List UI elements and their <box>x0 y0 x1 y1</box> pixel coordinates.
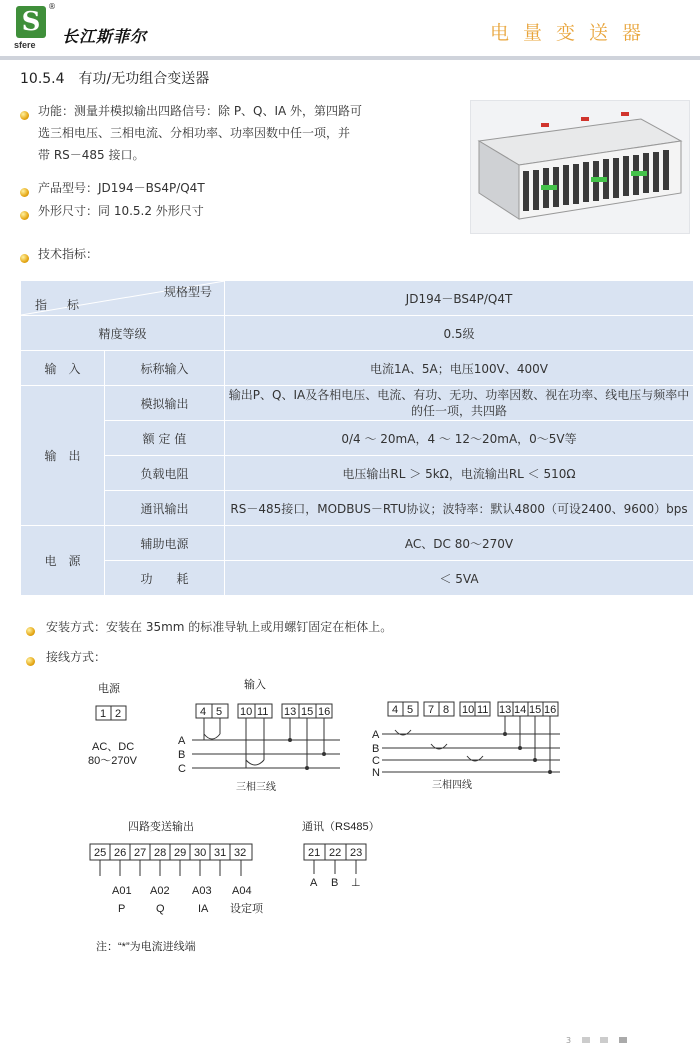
comm-signal: ⊥ <box>351 877 361 889</box>
bullet-icon <box>26 657 35 666</box>
comm-signal: A <box>310 877 318 889</box>
table-row <box>21 526 694 561</box>
terminal-number: 30 <box>194 847 207 859</box>
product-photo <box>470 100 690 234</box>
table-row <box>21 491 694 526</box>
row-label: 功 耗 <box>105 561 225 596</box>
input-label: 输入 <box>244 679 266 691</box>
table-row <box>21 561 694 596</box>
table-row <box>21 316 694 351</box>
power-spec: 80～270V <box>88 755 137 767</box>
phase-label: B <box>178 749 186 761</box>
header-diagonal-cell <box>21 281 225 316</box>
output-channel: A04 <box>232 885 252 897</box>
three-wire-caption: 三相三线 <box>236 782 276 793</box>
terminal-number: 29 <box>174 847 187 859</box>
table-row <box>21 386 694 421</box>
output-channel: A03 <box>192 885 212 897</box>
terminal-number: 7 <box>428 704 435 716</box>
logo <box>16 6 46 38</box>
logo-text: sfere <box>14 40 36 50</box>
row-label: 精度等级 <box>21 316 225 351</box>
page-number: 3 <box>566 1036 572 1045</box>
phase-label: C <box>372 755 380 767</box>
terminal-number: 26 <box>114 847 127 859</box>
power-label: 电源 <box>98 683 120 695</box>
page-category-title: 电量变送器 <box>490 22 656 44</box>
terminal-number: 15 <box>301 706 314 718</box>
registered-mark: ® <box>48 2 56 11</box>
bullet-icon <box>20 254 29 263</box>
row-value: 0.5级 <box>225 316 694 351</box>
section-title: 10.5.4 有功/无功组合变送器 <box>20 71 210 87</box>
row-label: 额 定 值 <box>105 421 225 456</box>
output-channel: A02 <box>150 885 170 897</box>
phase-label: A <box>372 729 380 741</box>
feature-function <box>38 100 458 166</box>
bullet-icon <box>20 211 29 220</box>
table-row <box>21 456 694 491</box>
terminal-number: 31 <box>214 847 227 859</box>
row-value: 电压输出RL ＞ 5kΩ，电流输出RL ＜ 510Ω <box>225 456 694 491</box>
terminal-number: 10 <box>462 704 475 716</box>
phase-label: N <box>372 767 380 779</box>
phase-label: B <box>372 743 380 755</box>
terminal-number: 11 <box>477 704 489 716</box>
wiring-footnote: 注：“*”为电流进线端 <box>96 941 196 953</box>
row-label: 通讯输出 <box>105 491 225 526</box>
spec-table <box>20 280 694 596</box>
terminal-number: 4 <box>392 704 399 716</box>
terminal-number: 2 <box>115 708 122 720</box>
output-signal: P <box>118 903 126 915</box>
row-label: 负载电阻 <box>105 456 225 491</box>
terminal-number: 13 <box>499 704 512 716</box>
output-signal: 设定项 <box>230 903 263 915</box>
terminal-number: 5 <box>407 704 414 716</box>
page-marker <box>566 1036 627 1045</box>
terminal-number: 8 <box>443 704 450 716</box>
terminal-number: 32 <box>234 847 247 859</box>
wiring-diagram <box>0 670 700 970</box>
terminal-number: 15 <box>529 704 542 716</box>
bullet-icon <box>20 111 29 120</box>
row-group: 电 源 <box>21 526 105 596</box>
row-value: 0/4 ～ 20mA，4 ～ 12～20mA，0～5V等 <box>225 421 694 456</box>
power-spec: AC、DC <box>92 741 135 753</box>
terminal-number: 11 <box>257 706 269 718</box>
header-divider <box>0 56 700 60</box>
terminal-number: 16 <box>318 706 331 718</box>
feature-model: 产品型号：JD194－BS4P/Q4T <box>38 181 205 195</box>
logo-letter: S <box>21 7 41 37</box>
terminal-number: 21 <box>308 847 321 859</box>
model-cell: JD194－BS4P/Q4T <box>225 281 694 316</box>
row-label: 模拟输出 <box>105 386 225 421</box>
terminal-number: 13 <box>284 706 297 718</box>
terminal-number: 16 <box>544 704 557 716</box>
row-label: 辅助电源 <box>105 526 225 561</box>
terminal-number: 27 <box>134 847 147 859</box>
row-value: 电流1A、5A；电压100V、400V <box>225 351 694 386</box>
feature-line: 选三相电压、三相电流、分相功率、功率因数中任一项，并 <box>38 126 351 140</box>
output-signal: Q <box>156 903 165 915</box>
bullet-icon <box>26 627 35 636</box>
table-header-row <box>21 281 694 316</box>
table-row <box>21 351 694 386</box>
four-wire-caption: 三相四线 <box>432 780 472 791</box>
header-spec-label: 规格型号 <box>163 285 212 299</box>
terminal-number: 22 <box>329 847 342 859</box>
terminal-number: 25 <box>94 847 107 859</box>
table-row <box>21 421 694 456</box>
feature-line: 功能：测量并模拟输出四路信号：除 P、Q、IA 外，第四路可 <box>38 104 363 118</box>
comm-signal: B <box>331 877 339 889</box>
terminal-number: 10 <box>240 706 253 718</box>
tech-spec-title: 技术指标： <box>38 247 99 261</box>
brand-name: 长江斯菲尔 <box>62 27 148 46</box>
row-value: AC、DC 80～270V <box>225 526 694 561</box>
row-label: 标称输入 <box>105 351 225 386</box>
feature-line: 带 RS－485 接口。 <box>38 148 145 162</box>
terminal-number: 5 <box>216 706 223 718</box>
row-group: 输 入 <box>21 351 105 386</box>
output-signal: IA <box>198 903 209 915</box>
output-label: 四路变送输出 <box>128 821 194 833</box>
row-value: ＜ 5VA <box>225 561 694 596</box>
bullet-icon <box>20 188 29 197</box>
header-index-label: 指 标 <box>35 298 84 312</box>
wiring-title: 接线方式： <box>46 650 107 664</box>
output-channel: A01 <box>112 885 132 897</box>
phase-label: C <box>178 763 186 775</box>
feature-dimensions: 外形尺寸：同 10.5.2 外形尺寸 <box>38 204 204 218</box>
row-group: 输 出 <box>21 386 105 526</box>
terminal-number: 4 <box>200 706 207 718</box>
phase-label: A <box>178 735 186 747</box>
install-method: 安装方式：安装在 35mm 的标准导轨上或用螺钉固定在柜体上。 <box>46 620 393 634</box>
terminal-number: 14 <box>514 704 527 716</box>
row-value: 输出P、Q、IA及各相电压、电流、有功、无功、功率因数、视在功率、线电压与频率中的任一项，共四路 <box>225 386 694 421</box>
terminal-number: 23 <box>350 847 363 859</box>
terminal-number: 1 <box>100 708 107 720</box>
comm-label: 通讯（RS485） <box>302 821 380 833</box>
row-value: RS－485接口，MODBUS－RTU协议；波特率：默认4800（可设2400、9600）bps <box>225 491 694 526</box>
terminal-number: 28 <box>154 847 167 859</box>
